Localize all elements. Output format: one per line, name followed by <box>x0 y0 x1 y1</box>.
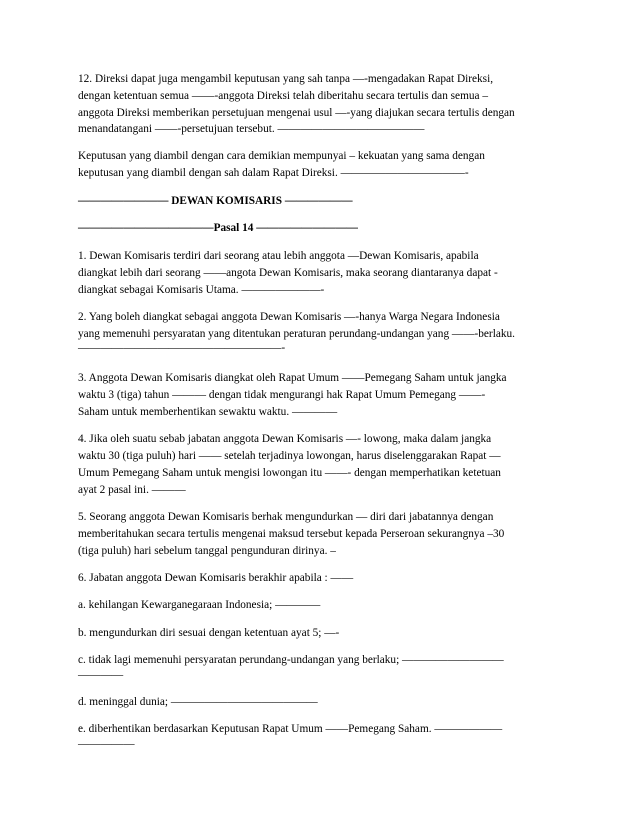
item-d-line-1: d. meninggal dunia; ————————————— <box>78 696 318 708</box>
para-1-line-2: diangkat lebih dari seorang ——angota Dewan Komisaris, maka seorang diantaranya dapat - <box>78 267 498 279</box>
item-c-line-2: ———— <box>78 669 124 681</box>
para-3-line-3: Saham untuk memberhentikan sewaktu waktu. ———— <box>78 406 338 418</box>
item-b-line-1: b. mengundurkan diri sesuai dengan ketentuan ayat 5; —- <box>78 627 340 639</box>
para-3-line-2: waktu 3 (tiga) tahun ——— dengan tidak mengurangi hak Rapat Umum Pemegang ——- <box>78 389 486 401</box>
para-5-line-2: memberitahukan secara tertulis mengenai maksud tersebut kepada Perseroan sekurangnya –30 <box>78 528 505 540</box>
para-keputusan-line-2: keputusan yang diambil dengan sah dalam Rapat Direksi. ———————————- <box>78 167 469 179</box>
para-5-line-1: 5. Seorang anggota Dewan Komisaris berhak mengundurkan — diri dari jabatannya dengan <box>78 511 494 523</box>
para-keputusan-line-1: Keputusan yang diambil dengan cara demikian mempunyai – kekuatan yang sama dengan <box>78 150 485 162</box>
para-12-line-1: 12. Direksi dapat juga mengambil keputusan yang sah tanpa —-mengadakan Rapat Direksi, <box>78 73 494 85</box>
para-12-line-3: anggota Direksi memberikan persetujuan mengenai usul —-yang diajukan secara tertulis dengan <box>78 107 515 119</box>
para-2-line-2: yang memenuhi persyaratan yang ditentukan peraturan perundang-undangan yang ——-berlaku. <box>78 328 515 340</box>
para-4-line-3: Umum Pemegang Saham untuk mengisi lowongan itu ——- dengan memperhatikan ketetuan <box>78 467 501 479</box>
para-2-line-3: ——————————————————- <box>78 342 286 354</box>
para-1-line-1: 1. Dewan Komisaris terdiri dari seorang atau lebih anggota —Dewan Komisaris, apabila <box>78 250 479 262</box>
item-e-line-2: ————— <box>78 738 135 750</box>
item-c-line-1: c. tidak lagi memenuhi persyaratan perundang-undangan yang berlaku; ————————— <box>78 654 504 666</box>
heading-pasal-14: ————————————Pasal 14 ————————— <box>78 222 358 234</box>
item-a-line-1: a. kehilangan Kewarganegaraan Indonesia; ———— <box>78 599 321 611</box>
item-e-line-1: e. diberhentikan berdasarkan Keputusan Rapat Umum ——Pemegang Saham. —————— <box>78 723 503 735</box>
para-12-line-4: menandatangani ——-persetujuan tersebut. ————————————— <box>78 123 425 135</box>
para-6-line-1: 6. Jabatan anggota Dewan Komisaris berakhir apabila : —— <box>78 572 354 584</box>
para-1-line-3: diangkat sebagai Komisaris Utama. ———————- <box>78 284 325 296</box>
para-12-line-2: dengan ketentuan semua ——-anggota Direksi telah diberitahu secara tertulis dan semua – <box>78 90 488 102</box>
para-3-line-1: 3. Anggota Dewan Komisaris diangkat oleh Rapat Umum ——Pemegang Saham untuk jangka <box>78 372 507 384</box>
para-2-line-1: 2. Yang boleh diangkat sebagai anggota Dewan Komisaris —-hanya Warga Negara Indonesia <box>78 311 500 323</box>
heading-dewan-komisaris: ———————— DEWAN KOMISARIS —————— <box>78 195 353 207</box>
para-5-line-3: (tiga puluh) hari sebelum tanggal pengunduran dirinya. – <box>78 545 336 557</box>
para-4-line-4: ayat 2 pasal ini. ——— <box>78 484 186 496</box>
para-4-line-2: waktu 30 (tiga puluh) hari —— setelah terjadinya lowongan, harus diselenggarakan Rapat — <box>78 450 501 462</box>
para-4-line-1: 4. Jika oleh suatu sebab jabatan anggota Dewan Komisaris —- lowong, maka dalam jangka <box>78 433 492 445</box>
